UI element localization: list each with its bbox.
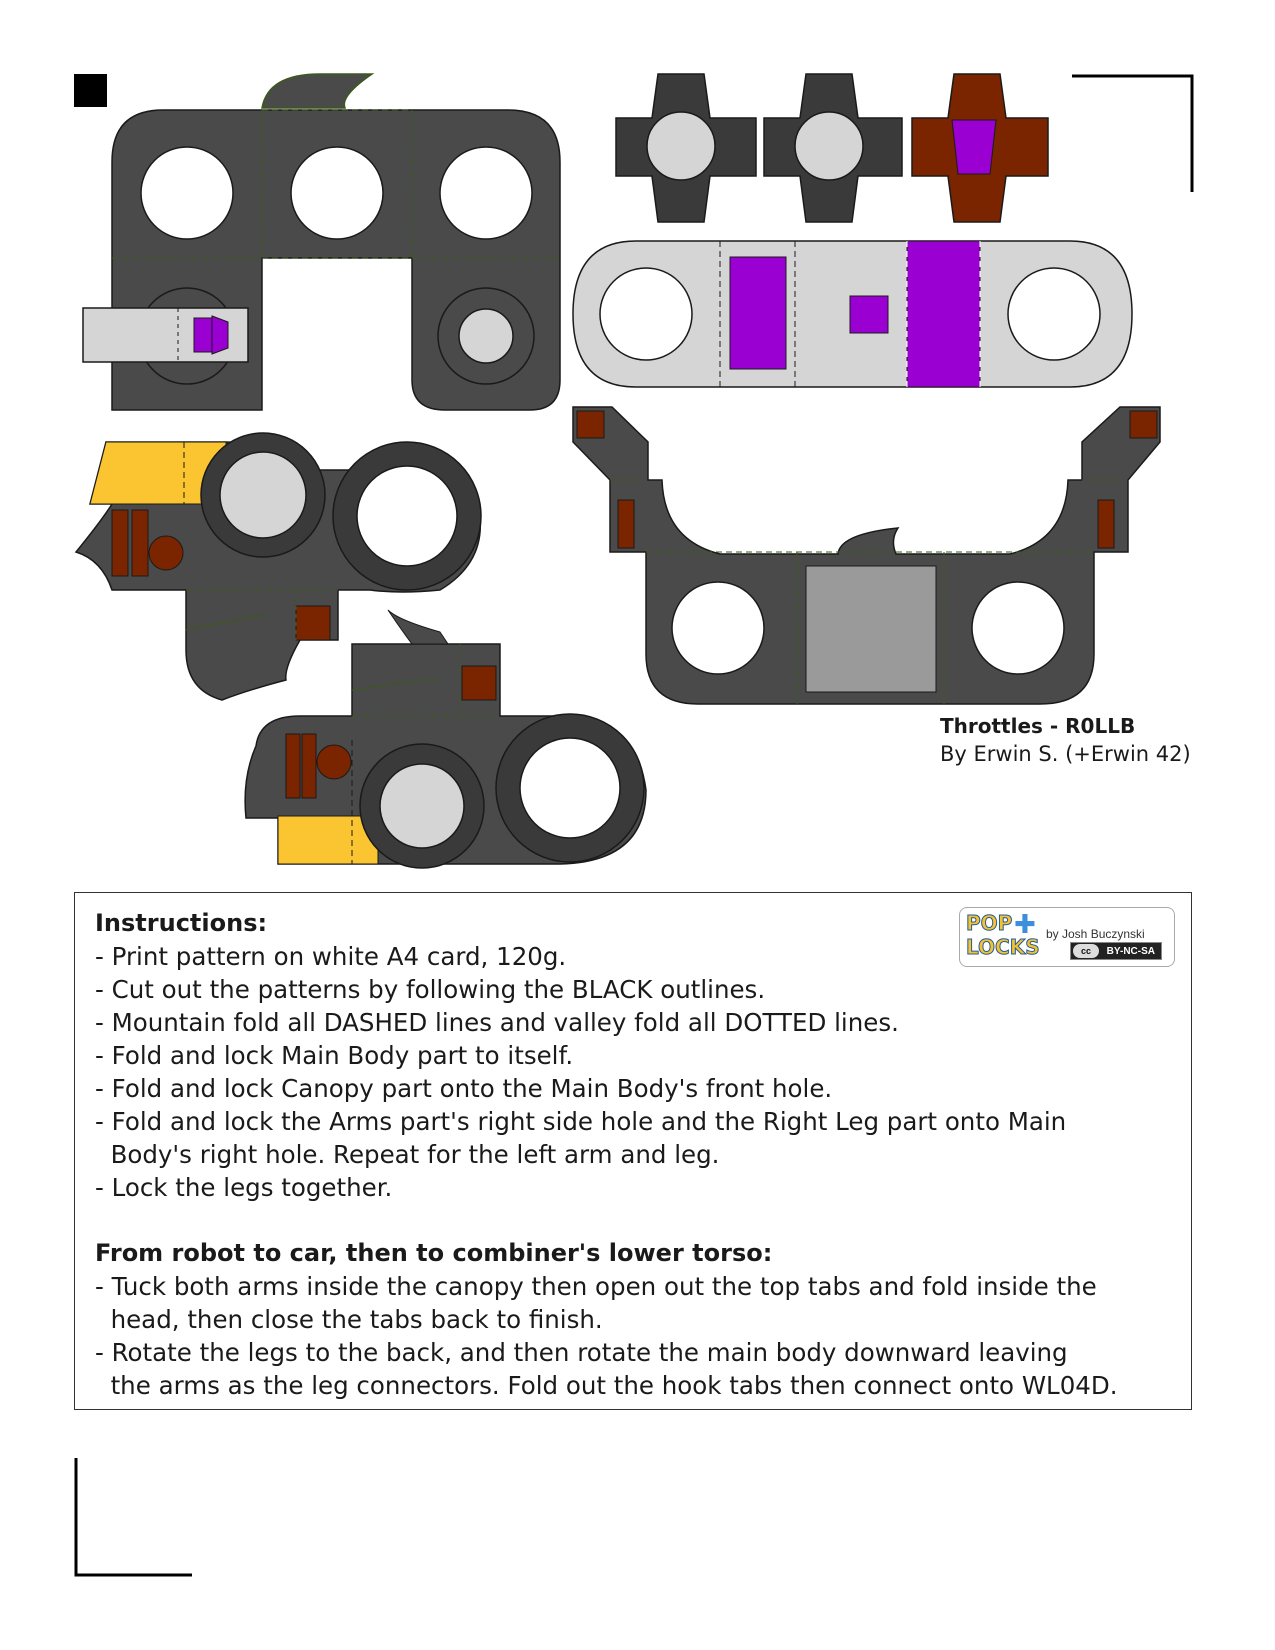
instruction-step: - Fold and lock Canopy part onto the Main Body's front hole.: [95, 1074, 833, 1103]
pop-locks-logo: [959, 907, 1175, 967]
instruction-step: - Lock the legs together.: [95, 1173, 393, 1202]
corner-mark-bottom-left: [76, 1458, 192, 1575]
title-block: [940, 712, 1191, 768]
joint-piece-3: [912, 74, 1048, 222]
instruction-step: - Fold and lock Main Body part to itself.: [95, 1041, 574, 1070]
corner-mark-top-right: [1072, 76, 1192, 192]
transform-step: - Rotate the legs to the back, and then rotate the main body downward leaving: [95, 1338, 1068, 1367]
arms-part: [573, 407, 1160, 704]
joint-piece-1: [616, 74, 756, 222]
instruction-step: - Fold and lock the Arms part's right side hole and the Right Leg part onto Main: [95, 1107, 1067, 1136]
transform-step: - Tuck both arms inside the canopy then open out the top tabs and fold inside the: [95, 1272, 1097, 1301]
right-leg-part: [245, 610, 646, 868]
model-title: Throttles - R0LLB: [940, 714, 1136, 738]
cc-icon: cc: [1073, 944, 1099, 958]
transform-step: the arms as the leg connectors. Fold out the hook tabs then connect onto WL04D.: [95, 1371, 1118, 1400]
plus-icon: ✚: [1014, 910, 1036, 940]
canopy-part: [573, 241, 1132, 387]
logo-pop-text: POP: [966, 911, 1013, 935]
section-spacer: [95, 1204, 1171, 1237]
instructions-box: [74, 892, 1192, 1410]
main-body-part: [83, 74, 560, 410]
logo-byline: by Josh Buczynski: [1046, 927, 1145, 941]
license-badge: BY-NC-SA: [1070, 942, 1162, 960]
registration-square: [74, 74, 107, 107]
instructions-heading: Instructions:: [95, 909, 268, 937]
instruction-step: - Mountain fold all DASHED lines and valley fold all DOTTED lines.: [95, 1008, 899, 1037]
logo-locks-text: LOCKS: [966, 935, 1040, 959]
instruction-step: - Print pattern on white A4 card, 120g.: [95, 942, 567, 971]
transform-step: head, then close the tabs back to finish.: [95, 1305, 603, 1334]
transform-heading: From robot to car, then to combiner's lower torso:: [95, 1239, 773, 1267]
model-author: By Erwin S. (+Erwin 42): [940, 742, 1191, 766]
joint-piece-2: [764, 74, 902, 222]
instruction-step: - Cut out the patterns by following the BLACK outlines.: [95, 975, 766, 1004]
instruction-step: Body's right hole. Repeat for the left arm and leg.: [95, 1140, 720, 1169]
